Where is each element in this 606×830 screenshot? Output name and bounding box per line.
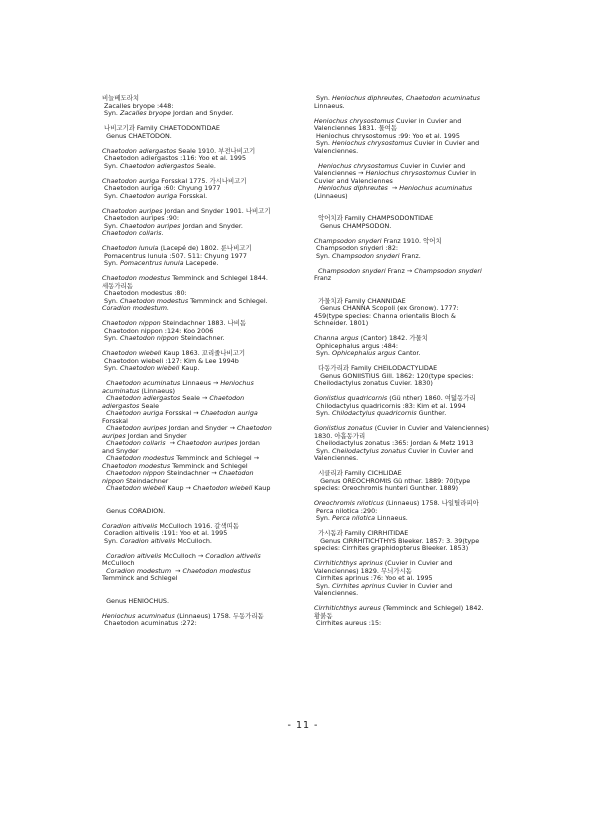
text-segment: Kaup. [179,364,200,372]
scientific-name: acuminatus [102,386,140,395]
text-segment: Cirrhites aureus :15: [314,619,382,627]
text-segment: Genus GONIISTIUS Gill. 1862: 120(type species: [314,371,474,380]
scientific-name: Chaetodon nippon [119,334,179,342]
text-segment: → [171,566,183,575]
scientific-name: Chaetodon auriga [200,409,258,417]
text-segment: Syn. [314,139,332,147]
text-segment: Linnaeus. [375,514,408,522]
text-segment: Forsskal 1775. 가시나비고기 [159,176,247,185]
scientific-name: Heniochus acuminatus [102,611,175,620]
scientific-name: Coradion altivelis [102,521,158,530]
scientific-name: Coradion altivelis [119,536,176,545]
text-segment: Syn. [102,334,120,342]
text-segment: Lacepede. [183,259,219,267]
scientific-name: auripes [102,431,126,440]
scientific-name: Champsodon snyderi [331,251,400,260]
text-segment: Franz 1910. 악어치 [381,236,442,245]
text-segment: 다동가리과 Family CHEILODACTYLIDAE [314,364,438,372]
text-segment: 나비고기과 Family CHAETODONTIDAE [102,124,220,132]
blank-line [102,583,320,591]
text-segment: Syn. [314,409,332,417]
text-segment: Steindachner. [178,334,225,342]
text-segment: Forsskal → [163,409,201,417]
text-line [314,380,532,388]
scientific-name: Cirrhitichthys aprinus [314,559,383,567]
scientific-name: Chaetodon modestus [119,296,189,305]
scientific-name: Chaetodon wiebeli [119,364,180,372]
text-segment: Syn. [314,251,332,260]
text-line [102,508,320,516]
text-segment: Chaetodon adiergastos :116: Yoo et al. 1995 [102,154,247,162]
text-segment: Heniochus chrysostomus :99: Yoo et al. 1995 [314,131,460,140]
text-segment: Seale [139,401,160,410]
scientific-name: Goniistius zonatus [314,424,373,432]
scientific-name: Chaetodon modestus [106,454,175,462]
text-segment: McCulloch 1916. 갈색띠돔 [157,521,239,530]
text-segment: Kaup [252,484,271,492]
text-segment: Cantor. [395,349,421,357]
text-segment: 459(type species: Channa orientalis Bloch & [314,311,456,320]
text-segment: → [387,184,400,192]
text-line [314,223,532,231]
text-line [102,335,320,343]
text-segment: Jordan and Snyder [125,431,187,440]
text-segment: Gunther. [416,409,447,417]
blank-line [102,493,320,501]
text-line [314,410,532,418]
text-line [314,350,532,358]
text-segment: Seale → [180,394,210,402]
scientific-name: Chaetodon acuminatus [106,379,181,387]
text-segment: (Temminck and Schlegel) 1842. [380,604,484,612]
scientific-name: Chaetodon nippon [102,319,161,327]
text-segment: (Linnaeus) [314,191,348,200]
text-segment: Temminck and Schlegel [102,574,178,582]
text-segment: Syn. [314,581,332,590]
text-segment: Genus OREOCHROMIS Gü nther. 1889: 70(type [314,476,471,485]
text-line [102,575,320,583]
scientific-name: Chaetodon lunula [102,244,159,252]
text-line [102,365,320,373]
text-segment: Jordan [237,439,260,447]
text-segment: Temminck and Schlegel 1844. [170,274,268,282]
page-number: - 11 - [287,720,319,731]
scientific-name: Chaetodon modestus [102,274,171,282]
text-segment: Coradion altivelis :191: Yoo et al. 1995 [102,529,228,537]
text-line [102,275,320,283]
text-segment: (Linnaeus) 1758. 나일틸라피아 [383,499,479,507]
text-segment: McCulloch [102,559,135,567]
text-line [102,133,320,141]
text-segment: Valenciennes 1831. 물여돔 [314,124,398,132]
scientific-name: Chaetodon auriga [106,409,164,417]
text-segment: McCulloch. [175,536,212,545]
text-line [314,103,532,111]
text-segment: 세동가리돔 [102,281,133,290]
scientific-name: Chilodactylus quadricornis [331,409,417,417]
text-line [314,455,532,463]
left-text-column [102,95,320,628]
scientific-name: Chaetodon wiebeli [192,484,253,492]
scientific-name: Heniochus diphreutes [331,94,402,102]
scientific-name: Chaetodon modestus [102,461,171,470]
text-line [314,485,532,493]
text-segment: Syn. [314,349,332,357]
scientific-name: Heniochus chrysostomus [314,116,395,125]
text-segment: Syn. [102,296,120,305]
text-segment: Syn. [102,259,120,267]
scientific-name: Heniochus acuminatus [399,184,473,192]
text-line [314,148,532,156]
text-segment: Chilodactylus quadricornis :83: Kim et al. 1994 [314,401,466,410]
text-segment: Syn. [102,536,120,545]
scientific-name: Ophicephalus argus [331,349,396,357]
text-segment: Genus HENIOCHUS. [102,596,169,605]
text-line [102,260,320,268]
text-segment: (Gü nther) 1860. 여덟동가리 [387,394,476,402]
text-segment: Chaetodon modestus :80: [102,289,187,297]
text-segment: Chaetodon wiebeli :127: Kim & Lee 1994b [102,356,239,365]
scientific-name: Chaetodon [236,424,272,432]
text-segment: Cuvier in [445,169,477,177]
text-line [102,598,320,606]
text-segment: Cheilodactylus zonatus Cuvier. 1830) [314,379,433,387]
text-segment: Cuvier in Cuvier and [398,161,466,170]
text-segment: (Cuvier in Cuvier and Valenciennes) [372,424,489,432]
text-segment: Kaup → [165,484,193,492]
scientific-name: Champsodon snyderi [318,266,386,275]
text-segment: Pomacentrus lunula :507. 511: Chyung 1977 [102,251,247,260]
text-segment: Linnaeus. [314,101,345,110]
scientific-name: Chaetodon nippon [106,469,165,477]
text-line [314,620,532,628]
text-segment: Cuvier in Cuvier and [405,446,474,455]
text-line [314,320,532,328]
text-line [314,275,532,283]
text-line [314,590,532,598]
text-segment: 황붉돔 [314,611,333,620]
scientific-name: Chaetodon adiergastos [106,394,181,402]
scientific-name: Chaetodon auripes [119,221,181,230]
text-segment: Linnaeus → [180,379,221,387]
text-segment: Valenciennes. [314,454,359,462]
text-segment: Cirrhites aprinus :76: Yoo et al. 1995 [314,574,433,582]
scientific-name: Chaetodon [218,469,254,477]
scientific-name: Chaetodon wiebeli [106,484,166,492]
text-segment: Genus CHANNA Scopoli (ex Gronow). 1777: [314,304,459,312]
text-segment: Valenciennes. [314,589,359,597]
text-segment: Syn. [314,446,332,455]
text-segment: Cuvier and Valenciennes [314,176,393,185]
text-segment: McCulloch → [161,551,206,560]
text-line [102,305,320,313]
text-segment: Steindachner [123,476,169,485]
scientific-name: Coradion modestum [106,566,172,575]
text-segment: Genus CIRRHITICHTHYS Bleeker. 1857: 3. 39(type [314,536,480,545]
text-segment: Temminck and Schlegel [170,461,248,470]
text-segment: Genus CHAMPSODON. [314,221,392,230]
scientific-name: Coradion altivelis [106,551,162,560]
text-line [102,110,320,118]
text-segment: Forsskal. [177,191,208,200]
text-segment: → [165,439,177,447]
text-segment: (Cuvier in Cuvier and [382,559,453,567]
text-segment: Franz. [399,251,421,260]
scientific-name: Chaetodon auriga [119,191,178,200]
scientific-name: Perca nilotica [331,514,376,522]
text-segment: Syn. [102,221,120,230]
text-line [102,163,320,171]
text-line [102,620,320,628]
scientific-name: Oreochromis niloticus [314,499,384,507]
text-segment: (Linnaeus) 1758. 두동가리돔 [174,611,264,620]
scientific-name: Chaetodon acuminatus [405,94,480,102]
text-segment: (Lacepé de) 1802. 룬나비고기 [158,244,252,252]
scientific-name: Chaetodon auripes [106,424,167,432]
text-segment: 비늘베도라치 [102,94,140,102]
scientific-name: Chaetodon wiebeli [102,349,162,357]
text-line [102,193,320,201]
scientific-name: Cheilodactylus zonatus [331,446,406,455]
text-segment: Valenciennes → [314,169,366,177]
text-segment: Cheilodactylus zonatus :365: Jordan & Metz 1913 [314,439,474,447]
scientific-name: Heniochus chrysostomus [331,139,412,147]
scientific-name: Coradion altivelis [205,551,261,560]
scientific-name: Chaetodon auriga [102,176,160,185]
text-segment: Jordan and Snyder 1901. 나비고기 [162,206,271,215]
text-segment: Cuvier in Cuvier and [394,116,462,125]
text-segment: Syn. [102,161,120,170]
text-line [102,553,320,561]
text-segment: Syn. [102,364,120,372]
text-segment: and Snyder [102,446,139,455]
text-segment: Cuvier in Cuvier and [412,139,480,147]
text-segment: Syn. [314,514,332,522]
right-text-column [314,95,532,628]
text-segment: Champsodon snyderi :82: [314,244,399,252]
text-segment: Perca nilotica :290: [314,506,378,515]
text-segment: Jordan and Snyder. [170,109,234,117]
scientific-name: Pomacentrus lunula [119,259,184,267]
text-segment: Kaup 1863. 꼬리줄나비고기 [161,349,246,357]
scientific-name: Chaetodon modestus [182,566,251,575]
blank-line [314,200,532,208]
scientific-name: Goniistius quadricornis [314,394,388,402]
scientific-name: Zacalles bryope [119,109,171,117]
scientific-name: Cirrhites aprinus [331,581,385,590]
scientific-name: Chaetodon adiergastos [102,146,177,155]
text-segment: Temminck and Schlegel. [188,296,268,305]
scientific-name: Chaetodon collaris. [102,229,164,237]
text-segment: Genus CORADION. [102,506,166,515]
text-line [314,515,532,523]
scientific-name: Cirrhitichthys aureus [314,604,381,612]
text-segment: Chaetodon auripes :90: [102,214,180,222]
text-segment: (Cantor) 1842. 가물치 [358,334,428,342]
text-line [102,410,320,418]
text-segment: Zacalles bryope :448: [102,101,174,110]
scientific-name: Heniochus chrysostomus [318,161,399,170]
text-segment: 가시돔과 Family CIRRHITIDAE [314,529,409,537]
scientific-name: Heniochus chrysostomus [365,169,446,177]
text-segment: Ophicephalus argus :484: [314,341,399,350]
scientific-name: Coradion modestum. [102,304,170,312]
text-segment: 1830. 아홉동가리 [314,431,366,440]
text-segment: Seale. [194,161,216,170]
text-segment: Temminck and Schlegel → [174,454,260,462]
text-line [102,230,320,238]
text-line [314,545,532,553]
text-line [314,605,532,613]
text-segment: , [401,94,406,102]
text-segment: 악어치과 Family CHAMPSODONTIDAE [314,214,434,222]
text-segment: Genus CHAETODON. [102,131,172,140]
scientific-name: Champsodon snyderi [414,266,482,275]
text-segment: Syn. [314,94,332,102]
text-segment: Franz → [385,266,415,275]
scientific-name: Champsodon snyderi [314,236,382,245]
scientific-name: Chaetodon auripes [102,206,163,215]
scientific-name: Heniochus [220,379,254,387]
text-segment: Franz [314,274,332,282]
text-segment: Jordan and Snyder → [166,424,237,432]
text-segment: 시클리과 Family CICHLIDAE [314,469,402,477]
text-segment: Syn. [102,109,120,117]
text-segment: Forsskal [102,416,128,425]
text-line [314,95,532,103]
blank-line [314,283,532,291]
text-segment: (Linnaeus) [139,386,176,395]
text-segment: 가물치과 Family CHANNIDAE [314,296,406,305]
text-segment: Chaetodon nippon :124: Koo 2006 [102,326,214,335]
text-segment: Steindachner → [164,469,219,477]
text-segment: Chaetodon acuminatus :272: [102,619,197,627]
scientific-name: Chaetodon auripes [176,439,238,447]
text-segment: species: Oreochromis hunteri Gunther. 1889) [314,484,459,492]
text-line [314,193,532,201]
text-segment: species: Cirrhites graphidopterus Bleeker. 1853) [314,544,469,552]
text-segment: Chaetodon auriga :60: Chyung 1977 [102,184,221,192]
scientific-name: Chaetodon adiergastos [119,161,195,170]
text-segment: Syn. [102,191,120,200]
text-segment: Steindachner 1883. 나비돔 [160,319,247,327]
scientific-name: nippon [102,476,124,485]
scientific-name: Chaetodon [209,394,245,402]
text-segment: Schneider. 1801) [314,319,369,327]
text-segment: Cuvier in Cuvier and [384,581,453,590]
text-segment: Valenciennes. [314,146,359,155]
text-line [314,268,532,276]
text-line [102,538,320,546]
text-segment: Seale 1910. 부전나비고기 [176,146,256,155]
text-line [102,485,320,493]
scientific-name: Channa argus [314,334,359,342]
scientific-name: Chaetodon collaris [106,439,166,447]
text-segment: Jordan and Snyder. [180,221,243,230]
scientific-name: Heniochus diphreutes [318,184,388,192]
text-line [314,253,532,261]
text-segment: Valenciennes) 1829. 무늬가시돔 [314,566,412,575]
scientific-name: adiergastos [102,401,140,410]
